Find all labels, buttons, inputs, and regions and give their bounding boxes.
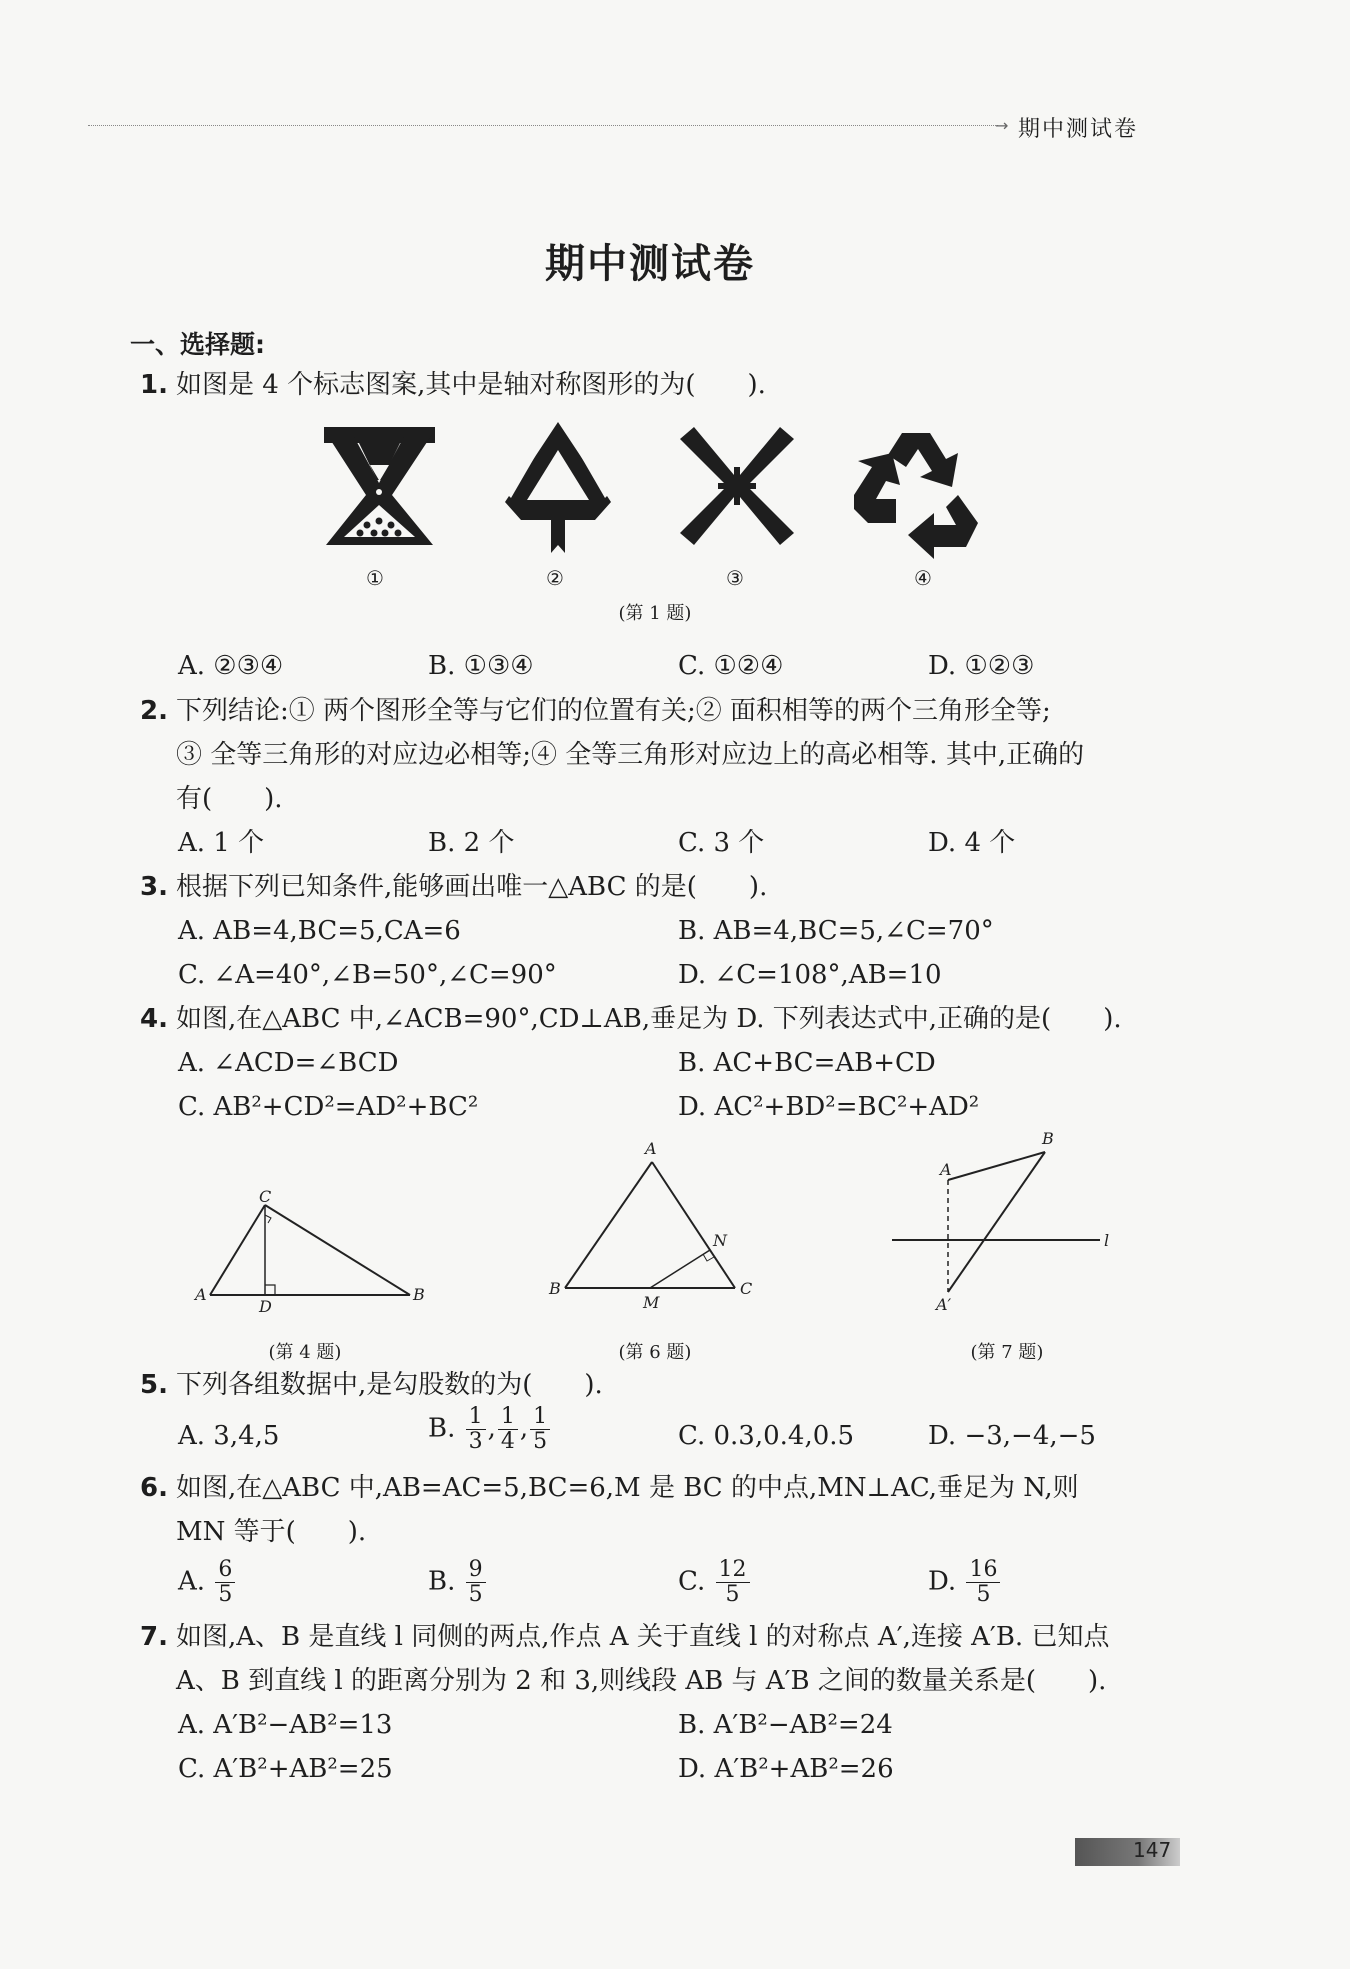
fraction [966, 1558, 1000, 1607]
option-b [428, 1558, 488, 1607]
point-label-a: A [940, 1160, 952, 1179]
figure-4-diagram [195, 1187, 425, 1316]
question-7 [140, 1622, 1109, 1652]
option-prefix: C. [678, 1566, 706, 1597]
question-text: ③ 全等三角形的对应边必相等;④ 全等三角形对应边上的高必相等. 其中,正确的 [176, 740, 1085, 770]
question-text: 如图是 4 个标志图案,其中是轴对称图形的为( ). [176, 370, 766, 400]
option-prefix: B. [428, 1413, 456, 1444]
denominator: 4 [500, 1429, 515, 1454]
numerator: 9 [466, 1558, 486, 1583]
point-label-a: A [645, 1139, 657, 1158]
denominator: 5 [533, 1429, 548, 1454]
fraction [530, 1405, 550, 1454]
point-label-b: B [413, 1285, 425, 1304]
header-rule [88, 125, 998, 126]
denominator: 5 [725, 1582, 740, 1607]
option-d: D. −3,−4,−5 [928, 1421, 1096, 1451]
option-c: C. 3 个 [678, 828, 765, 858]
option-a [178, 1558, 237, 1607]
option-a: A. 3,4,5 [178, 1421, 280, 1451]
question-number: 2. [140, 696, 168, 726]
option-prefix: D. [928, 1566, 957, 1597]
numerator: 1 [530, 1405, 550, 1430]
hourglass-symbol-icon [322, 425, 437, 553]
question-number: 4. [140, 1004, 168, 1034]
numerator: 6 [215, 1558, 235, 1583]
option-d: D. A′B²+AB²=26 [678, 1754, 894, 1784]
option-b: B. 2 个 [428, 828, 515, 858]
option-d: D. ∠C=108°,AB=10 [678, 960, 942, 990]
question-text: 下列结论:① 两个图形全等与它们的位置有关;② 面积相等的两个三角形全等; [176, 696, 1051, 726]
figure-caption: (第 4 题) [268, 1342, 342, 1363]
question-text: 根据下列已知条件,能够画出唯一△ABC 的是( ). [176, 872, 768, 902]
figure-6-diagram [545, 1140, 765, 1310]
question-number: 5. [140, 1370, 168, 1400]
fraction [498, 1405, 518, 1454]
question-text: A、B 到直线 l 的距离分别为 2 和 3,则线段 AB 与 A′B 之间的数量关系是( ). [176, 1666, 1107, 1696]
point-label-m: M [643, 1293, 660, 1312]
option-c: C. ①②④ [678, 651, 784, 681]
option-a: A. AB=4,BC=5,CA=6 [178, 916, 461, 946]
option-prefix: A. [178, 1566, 206, 1597]
figure-caption: (第 7 题) [970, 1342, 1044, 1363]
question-3 [140, 872, 767, 902]
numerator: 12 [716, 1558, 750, 1583]
option-b: B. A′B²−AB²=24 [678, 1710, 893, 1740]
denominator: 3 [468, 1429, 483, 1454]
question-text: 有( ). [176, 784, 283, 814]
option-prefix: B. [428, 1566, 456, 1597]
question-1 [140, 370, 766, 400]
option-d: D. ①②③ [928, 651, 1035, 681]
question-text: 如图,在△ABC 中,AB=AC=5,BC=6,M 是 BC 的中点,MN⊥AC,垂足为 N,则 [176, 1473, 1079, 1503]
line-label-l: l [1104, 1231, 1110, 1250]
section-heading: 一、选择题: [130, 330, 265, 359]
header-arrow-icon: → [995, 116, 1009, 135]
point-label-b: B [549, 1279, 561, 1298]
option-a: A. ②③④ [178, 651, 284, 681]
denominator: 5 [468, 1582, 483, 1607]
tree-symbol-icon [503, 420, 613, 555]
option-b: B. AC+BC=AB+CD [678, 1048, 936, 1078]
option-a: A. A′B²−AB²=13 [178, 1710, 393, 1740]
point-label-a-prime: A′ [936, 1295, 952, 1314]
option-a: A. 1 个 [178, 828, 265, 858]
question-number: 6. [140, 1473, 168, 1503]
point-label-a: A [195, 1285, 207, 1304]
point-label-b: B [1042, 1129, 1054, 1148]
option-c: C. A′B²+AB²=25 [178, 1754, 393, 1784]
option-d: D. AC²+BD²=BC²+AD² [678, 1092, 980, 1122]
figure-label: ① [366, 566, 384, 590]
numerator: 16 [966, 1558, 1000, 1583]
option-c [678, 1558, 752, 1607]
figure-caption: (第 1 题) [618, 603, 692, 624]
arrows-symbol-icon [678, 425, 796, 547]
point-label-c: C [740, 1279, 753, 1298]
question-number: 3. [140, 872, 168, 902]
page-title: 期中测试卷 [545, 241, 755, 287]
option-c: C. AB²+CD²=AD²+BC² [178, 1092, 479, 1122]
option-b: B. ①③④ [428, 651, 534, 681]
figure-7-diagram [890, 1130, 1120, 1320]
option-c: C. ∠A=40°,∠B=50°,∠C=90° [178, 960, 557, 990]
point-label-c: C [259, 1187, 272, 1206]
fraction [466, 1405, 486, 1454]
figure-label: ④ [914, 566, 932, 590]
option-b: B. $\frac{1}{3}$ , $\frac{1}{4}$ , $\frac{1}{5}$ [428, 1405, 552, 1454]
denominator: 5 [218, 1582, 233, 1607]
question-6 [140, 1473, 1079, 1503]
option-d: D. 4 个 [928, 828, 1016, 858]
fraction [466, 1558, 486, 1607]
question-text: 下列各组数据中,是勾股数的为( ). [176, 1370, 603, 1400]
option-a: A. ∠ACD=∠BCD [178, 1048, 399, 1078]
question-text: MN 等于( ). [176, 1517, 367, 1547]
fraction [215, 1558, 235, 1607]
question-number: 7. [140, 1622, 168, 1652]
running-header: 期中测试卷 [1018, 117, 1139, 142]
numerator: 1 [466, 1405, 486, 1430]
option-b: B. AB=4,BC=5,∠C=70° [678, 916, 994, 946]
question-text: 如图,在△ABC 中,∠ACB=90°,CD⊥AB,垂足为 D. 下列表达式中,正确的是( ). [176, 1004, 1122, 1034]
figure-label: ② [546, 566, 564, 590]
point-label-d: D [259, 1297, 272, 1316]
denominator: 5 [976, 1582, 991, 1607]
option-d [928, 1558, 1002, 1607]
question-2 [140, 696, 1051, 726]
question-number: 1. [140, 370, 168, 400]
page-number: 147 [1133, 1838, 1172, 1862]
fraction [716, 1558, 750, 1607]
figure-caption: (第 6 题) [618, 1342, 692, 1363]
figure-label: ③ [726, 566, 744, 590]
question-4 [140, 1004, 1122, 1034]
option-c: C. 0.3,0.4,0.5 [678, 1421, 855, 1451]
numerator: 1 [498, 1405, 518, 1430]
recycle-symbol-icon [850, 425, 982, 555]
question-text: 如图,A、B 是直线 l 同侧的两点,作点 A 关于直线 l 的对称点 A′,连接 A′B. 已知点 [176, 1622, 1110, 1652]
question-5 [140, 1370, 603, 1400]
point-label-n: N [713, 1231, 727, 1250]
